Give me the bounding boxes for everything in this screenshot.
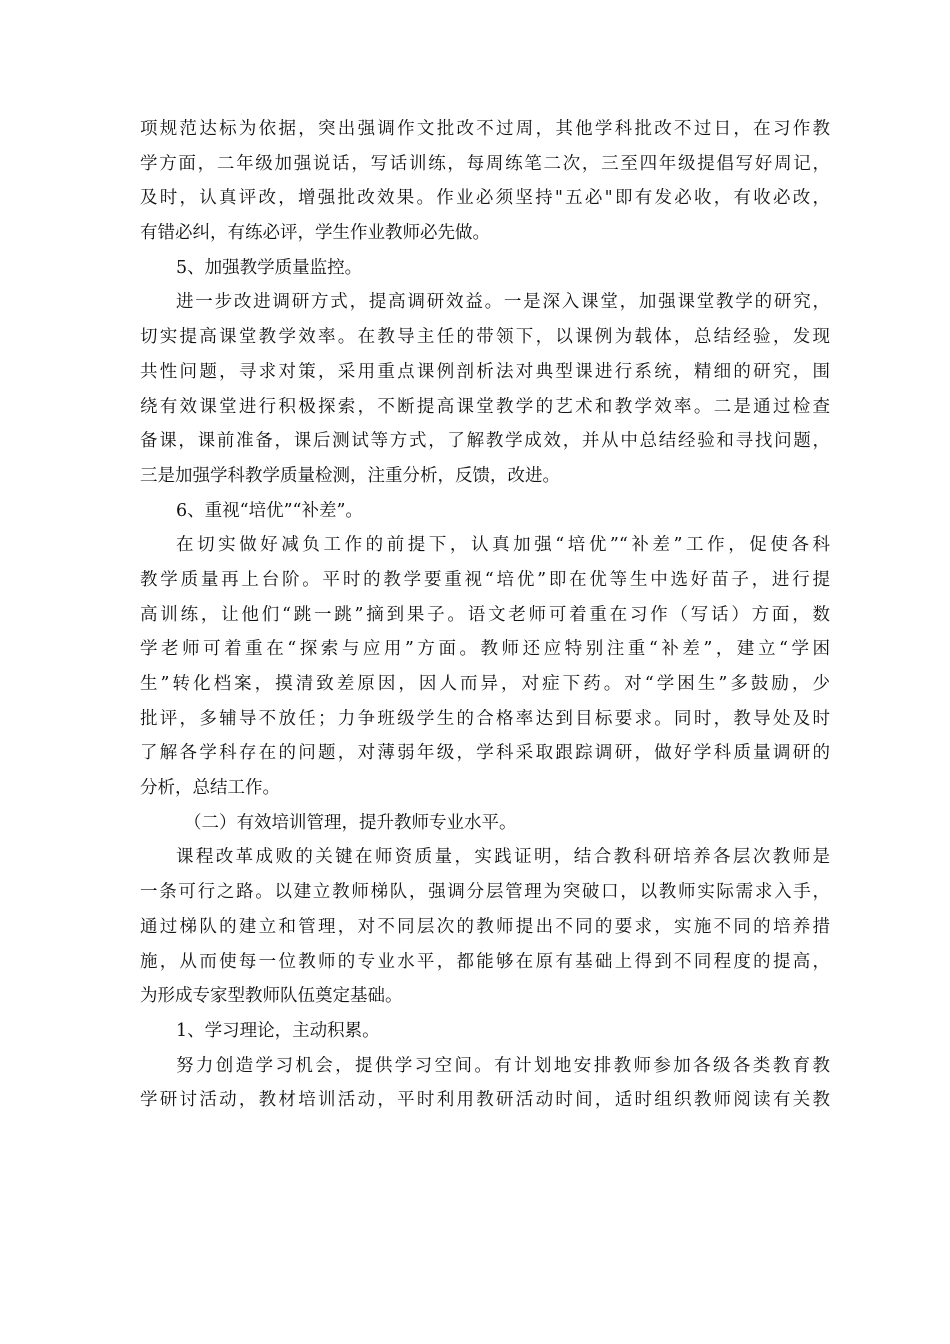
text-line: 三是加强学科教学质量检测，注重分析，反馈，改进。 [140,465,560,486]
text-line: 施，从而使每一位教师的专业水平，都能够在原有基础上得到不同程度的提高， [140,951,830,972]
text-line: 教学质量再上台阶。平时的教学要重视“培优”即在优等生中选好苗子，进行提 [140,569,830,590]
section-heading: 1、学习理论，主动积累。 [176,1020,380,1041]
text-line: 一条可行之路。以建立教师梯队，强调分层管理为突破口，以教师实际需求入手， [140,882,830,903]
text-line: 及时，认真评改，增强批改效果。作业必须坚持"五必"即有发必收，有收必改， [140,188,830,209]
text-line: 共性问题，寻求对策，采用重点课例剖析法对典型课进行系统，精细的研究，围 [140,361,830,382]
text-line: 通过梯队的建立和管理，对不同层次的教师提出不同的要求，实施不同的培养措 [140,916,830,937]
text-line: 绕有效课堂进行积极探索，不断提高课堂教学的艺术和教学效率。二是通过检查 [140,396,830,417]
text-line: 批评，多辅导不放任；力争班级学生的合格率达到目标要求。同时，教导处及时 [140,708,830,729]
text-line: 生”转化档案，摸清致差原因，因人而异，对症下药。对“学困生”多鼓励，少 [140,674,830,694]
text-line: 在切实做好减负工作的前提下，认真加强“培优”“补差”工作，促使各科 [176,535,830,556]
section-heading: 6、重视“培优”“补差”。 [176,500,363,521]
text-line: 项规范达标为依据，突出强调作文批改不过周，其他学科批改不过日，在习作教 [140,119,830,139]
text-line: 学方面，二年级加强说话，写话训练，每周练笔二次，三至四年级提倡写好周记， [140,153,830,174]
text-line: 备课，课前准备，课后测试等方式，了解教学成效，并从中总结经验和寻找问题， [140,431,830,452]
text-line: 学老师可着重在“探索与应用”方面。教师还应特别注重“补差”，建立“学困 [140,639,830,660]
text-line: 学研讨活动，教材培训活动，平时利用教研活动时间，适时组织教师阅读有关教 [140,1090,830,1111]
text-line: 为形成专家型教师队伍奠定基础。 [140,986,403,1007]
section-heading: （二）有效培训管理，提升教师专业水平。 [184,812,517,833]
text-line: 了解各学科存在的问题，对薄弱年级，学科采取跟踪调研，做好学科质量调研的 [140,743,830,764]
text-line: 有错必纠，有练必评，学生作业教师必先做。 [140,223,490,244]
text-line: 高训练，让他们“跳一跳”摘到果子。语文老师可着重在习作（写话）方面，数 [140,604,830,625]
text-line: 切实提高课堂教学效率。在教导主任的带领下，以课例为载体，总结经验，发现 [140,327,830,348]
section-heading: 5、加强教学质量监控。 [176,257,363,278]
text-line: 分析，总结工作。 [140,778,280,799]
text-line: 努力创造学习机会，提供学习空间。有计划地安排教师参加各级各类教育教 [176,1055,830,1076]
document-body [140,112,830,1118]
text-line: 课程改革成败的关键在师资质量，实践证明，结合教科研培养各层次教师是 [176,847,830,868]
text-line: 进一步改进调研方式，提高调研效益。一是深入课堂，加强课堂教学的研究， [176,292,830,313]
